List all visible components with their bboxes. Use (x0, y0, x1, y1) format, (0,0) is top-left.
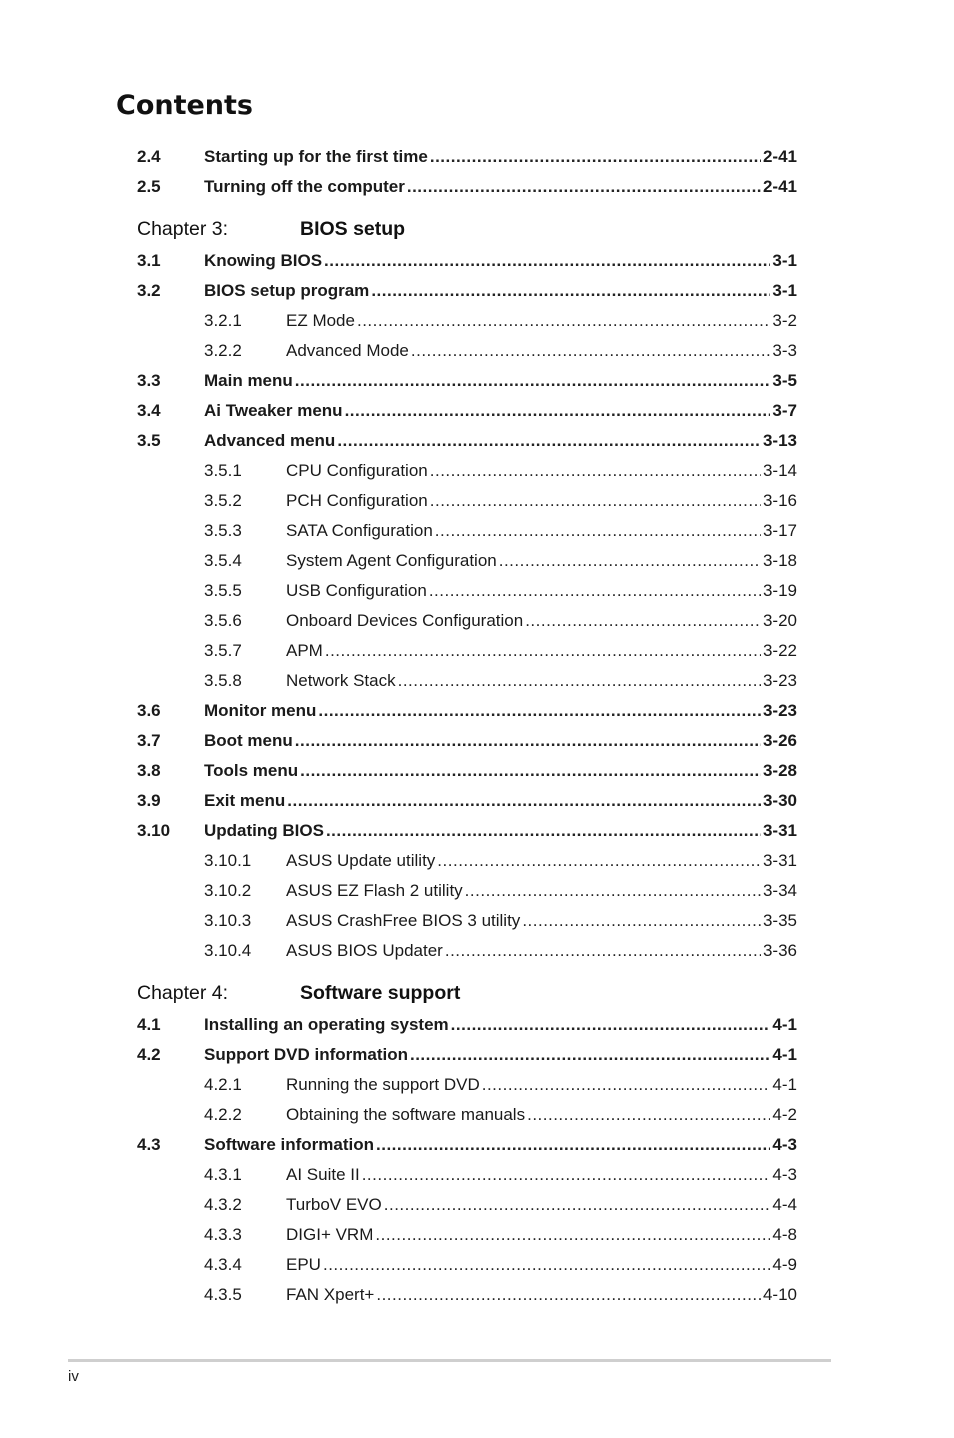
toc-entry-page: 4-10 (762, 1285, 797, 1304)
dot-leader (376, 1130, 770, 1160)
footer-page-number: iv (68, 1368, 79, 1385)
toc-section-entry[interactable] (137, 696, 797, 726)
dot-leader (465, 876, 761, 906)
dot-leader (384, 1190, 771, 1220)
toc-entry-number: 3.5.3 (204, 521, 242, 540)
page-title: Contents (116, 90, 254, 121)
toc-entry-number: 2.4 (137, 147, 161, 166)
dot-leader (430, 486, 761, 516)
toc-subsection-entry[interactable] (137, 936, 797, 966)
toc-section-entry[interactable] (137, 366, 797, 396)
toc-entry-number: 3.3 (137, 371, 161, 390)
toc-entry-title: System Agent Configuration (286, 551, 497, 570)
dot-leader (445, 936, 761, 966)
dot-leader (499, 546, 761, 576)
toc-entry-number: 3.5.2 (204, 491, 242, 510)
toc-entry-page: 3-17 (762, 521, 797, 540)
toc-entry-number: 3.1 (137, 251, 161, 270)
dot-leader (430, 142, 761, 172)
toc-entry-page: 3-26 (762, 731, 797, 750)
toc-entry-page: 3-31 (762, 851, 797, 870)
toc-section-entry[interactable] (137, 756, 797, 786)
toc-entry-title: EZ Mode (286, 311, 355, 330)
toc-section-entry[interactable] (137, 816, 797, 846)
toc-entry-title: EPU (286, 1255, 321, 1274)
toc-entry-page: 3-23 (762, 701, 797, 720)
dot-leader (326, 816, 761, 846)
toc-section-entry[interactable] (137, 142, 797, 172)
toc-entry-title: APM (286, 641, 323, 660)
dot-leader (407, 172, 761, 202)
chapter-heading (137, 212, 797, 246)
toc-entry-page: 3-1 (772, 281, 797, 300)
toc-entry-page: 3-35 (762, 911, 797, 930)
dot-leader (300, 756, 761, 786)
toc-entry-title: USB Configuration (286, 581, 427, 600)
toc-entry-number: 3.10 (137, 821, 171, 840)
toc-entry-title: Obtaining the software manuals (286, 1105, 526, 1124)
toc-entry-number: 3.5.7 (204, 641, 242, 660)
toc-entry-number: 3.2.1 (204, 311, 242, 330)
toc-entry-number: 3.2 (137, 281, 161, 300)
toc-entry-title: Knowing BIOS (204, 251, 323, 270)
toc-entry-title: Starting up for the first time (204, 147, 428, 166)
chapter-title: BIOS setup (300, 218, 406, 240)
toc-entry-page: 3-28 (762, 761, 797, 780)
toc-subsection-entry[interactable] (137, 906, 797, 936)
toc-entry-title: ASUS Update utility (286, 851, 436, 870)
toc-entry-title: ASUS BIOS Updater (286, 941, 443, 960)
toc-entry-number: 3.9 (137, 791, 161, 810)
toc-subsection-entry[interactable] (137, 636, 797, 666)
toc-entry-number: 3.5.6 (204, 611, 242, 630)
toc-entry-page: 3-20 (762, 611, 797, 630)
toc-subsection-entry[interactable] (137, 876, 797, 906)
toc-entry-title: Onboard Devices Configuration (286, 611, 524, 630)
chapter-title: Software support (300, 982, 461, 1004)
toc-entry-title: BIOS setup program (204, 281, 370, 300)
toc-entry-number: 4.1 (137, 1015, 161, 1034)
toc-entry-page: 4-2 (772, 1105, 797, 1124)
toc-entry-number: 4.2.2 (204, 1105, 242, 1124)
toc-entry-title: Running the support DVD (286, 1075, 480, 1094)
toc-entry-number: 4.3.5 (204, 1285, 242, 1304)
toc-entry-page: 4-8 (772, 1225, 797, 1244)
toc-entry-page: 4-1 (772, 1075, 797, 1094)
toc-subsection-entry[interactable] (137, 336, 797, 366)
toc-entry-number: 4.2.1 (204, 1075, 242, 1094)
toc-entry-number: 3.4 (137, 401, 161, 420)
toc-entry-page: 3-16 (762, 491, 797, 510)
toc-section-entry[interactable] (137, 1130, 797, 1160)
toc-entry-page: 3-22 (762, 641, 797, 660)
toc-entry-page: 4-9 (772, 1255, 797, 1274)
dot-leader (429, 576, 761, 606)
toc-entry-title: Network Stack (286, 671, 396, 690)
toc-entry-number: 3.10.2 (204, 881, 252, 900)
toc-entry-number: 4.3 (137, 1135, 161, 1154)
dot-leader (435, 516, 761, 546)
dot-leader (337, 426, 761, 456)
toc-entry-title: Main menu (204, 371, 293, 390)
dot-leader (398, 666, 761, 696)
toc-entry-page: 4-3 (772, 1135, 797, 1154)
chapter-number: Chapter 3: (137, 218, 229, 240)
toc-subsection-entry[interactable] (137, 306, 797, 336)
toc-entry-number: 3.7 (137, 731, 161, 750)
dot-leader (375, 1220, 770, 1250)
toc-entry-number: 3.5.1 (204, 461, 242, 480)
toc-entry-number: 4.2 (137, 1045, 161, 1064)
toc-entry-title: SATA Configuration (286, 521, 433, 540)
toc-subsection-entry[interactable] (137, 1190, 797, 1220)
toc-entry-title: TurboV EVO (286, 1195, 382, 1214)
dot-leader (522, 906, 761, 936)
toc-entry-title: Tools menu (204, 761, 299, 780)
toc-entry-title: Support DVD information (204, 1045, 408, 1064)
toc-subsection-entry[interactable] (137, 486, 797, 516)
toc-entry-title: Updating BIOS (204, 821, 324, 840)
dot-leader (527, 1100, 770, 1130)
toc-entry-page: 3-14 (762, 461, 797, 480)
toc-entry-title: DIGI+ VRM (286, 1225, 374, 1244)
toc-entry-page: 3-36 (762, 941, 797, 960)
toc-entry-number: 4.3.4 (204, 1255, 242, 1274)
toc-entry-number: 4.3.2 (204, 1195, 242, 1214)
toc-entry-page: 3-7 (772, 401, 797, 420)
toc-entry-page: 4-4 (772, 1195, 797, 1214)
dot-leader (411, 336, 771, 366)
dot-leader (437, 846, 761, 876)
dot-leader (376, 1280, 761, 1310)
toc-entry-number: 3.10.4 (204, 941, 252, 960)
toc-entry-title: FAN Xpert+ (286, 1285, 375, 1304)
dot-leader (324, 246, 770, 276)
dot-leader (345, 396, 771, 426)
toc-entry-title: Ai Tweaker menu (204, 401, 343, 420)
toc-entry-number: 4.3.3 (204, 1225, 242, 1244)
toc-subsection-entry[interactable] (137, 1220, 797, 1250)
table-of-contents (137, 142, 797, 1310)
toc-subsection-entry[interactable] (137, 1250, 797, 1280)
toc-entry-page: 3-31 (762, 821, 797, 840)
dot-leader (430, 456, 761, 486)
toc-subsection-entry[interactable] (137, 1100, 797, 1130)
dot-leader (325, 636, 761, 666)
toc-entry-number: 3.5.5 (204, 581, 242, 600)
dot-leader (451, 1010, 771, 1040)
toc-subsection-entry[interactable] (137, 846, 797, 876)
toc-subsection-entry[interactable] (137, 546, 797, 576)
toc-entry-number: 3.5.8 (204, 671, 242, 690)
toc-entry-title: ASUS CrashFree BIOS 3 utility (286, 911, 521, 930)
chapter-number: Chapter 4: (137, 982, 229, 1004)
toc-subsection-entry[interactable] (137, 576, 797, 606)
toc-entry-title: PCH Configuration (286, 491, 428, 510)
toc-entry-title: ASUS EZ Flash 2 utility (286, 881, 463, 900)
toc-entry-page: 3-34 (762, 881, 797, 900)
toc-entry-title: Advanced Mode (286, 341, 409, 360)
toc-entry-number: 3.5.4 (204, 551, 242, 570)
toc-entry-page: 3-18 (762, 551, 797, 570)
footer-divider (68, 1359, 831, 1362)
dot-leader (357, 306, 770, 336)
toc-entry-number: 3.5 (137, 431, 161, 450)
dot-leader (295, 726, 761, 756)
toc-section-entry[interactable] (137, 276, 797, 306)
toc-entry-number: 4.3.1 (204, 1165, 242, 1184)
dot-leader (318, 696, 761, 726)
toc-entry-title: Turning off the computer (204, 177, 405, 196)
dot-leader (525, 606, 761, 636)
toc-entry-page: 3-30 (762, 791, 797, 810)
toc-section-entry[interactable] (137, 1010, 797, 1040)
dot-leader (323, 1250, 770, 1280)
toc-entry-page: 3-19 (762, 581, 797, 600)
dot-leader (410, 1040, 770, 1070)
toc-entry-title: Boot menu (204, 731, 293, 750)
toc-entry-number: 3.10.1 (204, 851, 252, 870)
toc-subsection-entry[interactable] (137, 606, 797, 636)
toc-subsection-entry[interactable] (137, 1160, 797, 1190)
toc-subsection-entry[interactable] (137, 1280, 797, 1310)
dot-leader (482, 1070, 771, 1100)
toc-section-entry[interactable] (137, 172, 797, 202)
toc-entry-page: 3-1 (772, 251, 797, 270)
toc-subsection-entry[interactable] (137, 516, 797, 546)
toc-section-entry[interactable] (137, 1040, 797, 1070)
dot-leader (287, 786, 761, 816)
toc-subsection-entry[interactable] (137, 666, 797, 696)
toc-entry-title: CPU Configuration (286, 461, 428, 480)
toc-entry-title: Exit menu (204, 791, 286, 810)
toc-entry-page: 2-41 (762, 147, 797, 166)
toc-entry-title: Installing an operating system (204, 1015, 449, 1034)
toc-entry-page: 3-13 (762, 431, 797, 450)
toc-section-entry[interactable] (137, 426, 797, 456)
toc-entry-number: 3.10.3 (204, 911, 252, 930)
toc-entry-title: Advanced menu (204, 431, 336, 450)
toc-entry-page: 4-3 (772, 1165, 797, 1184)
toc-entry-title: AI Suite II (286, 1165, 360, 1184)
dot-leader (371, 276, 770, 306)
toc-entry-page: 2-41 (762, 177, 797, 196)
toc-entry-number: 2.5 (137, 177, 161, 196)
toc-entry-page: 3-5 (772, 371, 797, 390)
toc-entry-number: 3.8 (137, 761, 161, 780)
dot-leader (362, 1160, 771, 1190)
toc-section-entry[interactable] (137, 246, 797, 276)
toc-entry-page: 3-23 (762, 671, 797, 690)
toc-subsection-entry[interactable] (137, 1070, 797, 1100)
toc-entry-page: 4-1 (772, 1015, 797, 1034)
toc-entry-page: 4-1 (772, 1045, 797, 1064)
chapter-heading (137, 976, 797, 1010)
toc-entry-title: Software information (204, 1135, 375, 1154)
toc-section-entry[interactable] (137, 786, 797, 816)
toc-entry-page: 3-2 (772, 311, 797, 330)
dot-leader (295, 366, 771, 396)
toc-section-entry[interactable] (137, 396, 797, 426)
toc-subsection-entry[interactable] (137, 456, 797, 486)
toc-entry-title: Monitor menu (204, 701, 317, 720)
toc-entry-number: 3.6 (137, 701, 161, 720)
toc-entry-number: 3.2.2 (204, 341, 242, 360)
toc-entry-page: 3-3 (772, 341, 797, 360)
toc-section-entry[interactable] (137, 726, 797, 756)
